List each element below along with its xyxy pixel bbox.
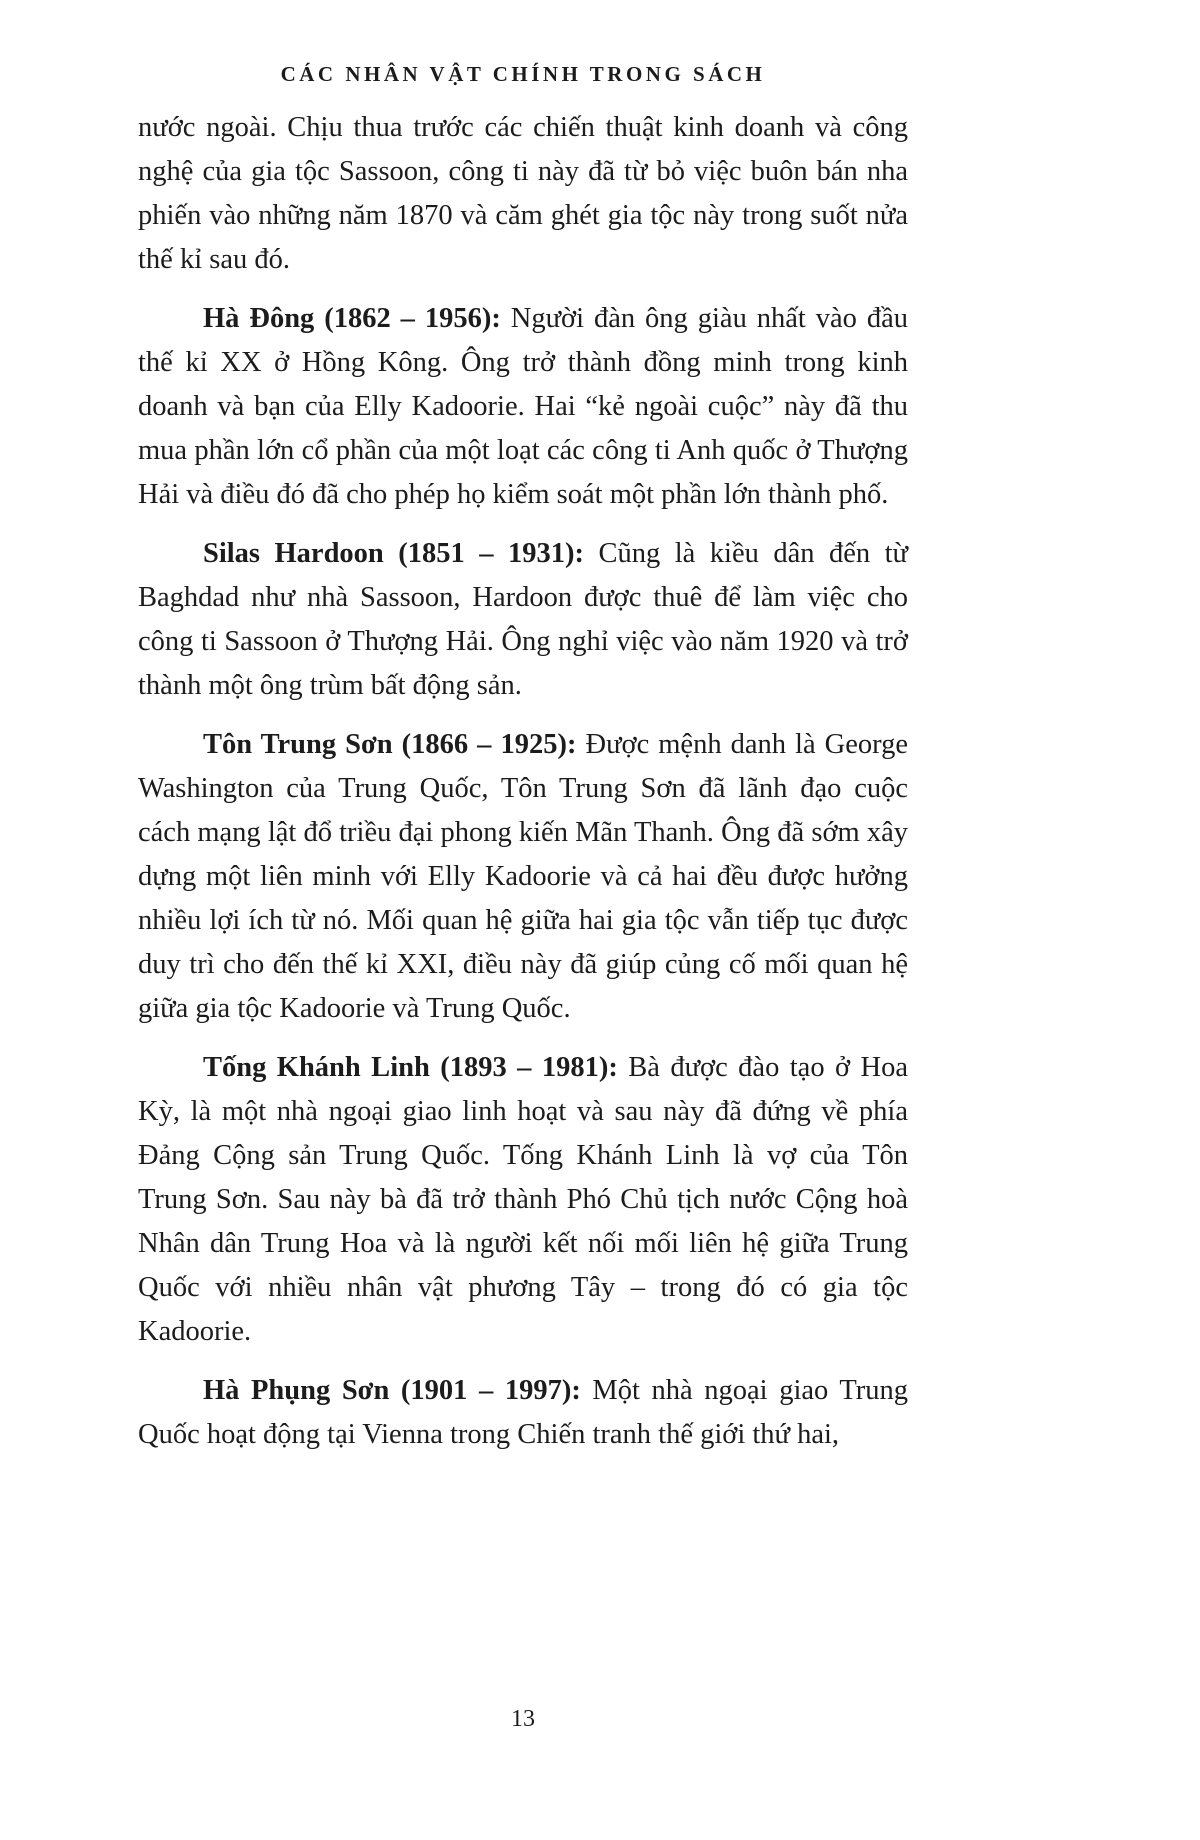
body-text <box>138 106 908 1472</box>
paragraph-lead: Silas Hardoon (1851 – 1931): <box>203 538 584 569</box>
paragraph: Silas Hardoon (1851 – 1931): Cũng là kiều dân đến từ Baghdad như nhà Sassoon, Hardoon được thuê để làm việc cho công ti Sassoon ở Thượng Hải. Ông nghỉ việc vào năm 1920 và trở thành một ông trùm bất động sản. <box>138 538 908 701</box>
paragraph: nước ngoài. Chịu thua trước các chiến thuật kinh doanh và công nghệ của gia tộc Sassoon, công ti này đã từ bỏ việc buôn bán nha phiến vào những năm 1870 và căm ghét gia tộc này trong suốt nửa thế kỉ sau đó. <box>138 112 908 275</box>
running-header: CÁC NHÂN VẬT CHÍNH TRONG SÁCH <box>280 62 766 86</box>
paragraph-lead: Tôn Trung Sơn (1866 – 1925): <box>203 729 577 760</box>
paragraph: Tôn Trung Sơn (1866 – 1925): Được mệnh danh là George Washington của Trung Quốc, Tôn Trung Sơn đã lãnh đạo cuộc cách mạng lật đổ triều đại phong kiến Mãn Thanh. Ông đã sớm xây dựng một liên minh với Elly Kadoorie và cả hai đều được hưởng nhiều lợi ích từ nó. Mối quan hệ giữa hai gia tộc vẫn tiếp tục được duy trì cho đến thế kỉ XXI, điều này đã giúp củng cố mối quan hệ giữa gia tộc Kadoorie và Trung Quốc. <box>138 729 908 1024</box>
paragraph: Tống Khánh Linh (1893 – 1981): Bà được đào tạo ở Hoa Kỳ, là một nhà ngoại giao linh hoạt và sau này đã đứng về phía Đảng Cộng sản Trung Quốc. Tống Khánh Linh là vợ của Tôn Trung Sơn. Sau này bà đã trở thành Phó Chủ tịch nước Cộng hoà Nhân dân Trung Hoa và là người kết nối mối liên hệ giữa Trung Quốc với nhiều nhân vật phương Tây – trong đó có gia tộc Kadoorie. <box>138 1052 908 1347</box>
paragraph-lead: Hà Đông (1862 – 1956): <box>203 303 501 334</box>
paragraph-lead: Hà Phụng Sơn (1901 – 1997): <box>203 1375 581 1406</box>
paragraph: Hà Đông (1862 – 1956): Người đàn ông giàu nhất vào đầu thế kỉ XX ở Hồng Kông. Ông trở thành đồng minh trong kinh doanh và bạn của Elly Kadoorie. Hai “kẻ ngoài cuộc” này đã thu mua phần lớn cổ phần của một loạt các công ti Anh quốc ở Thượng Hải và điều đó đã cho phép họ kiểm soát một phần lớn thành phố. <box>138 303 908 510</box>
paragraph: Hà Phụng Sơn (1901 – 1997): Một nhà ngoại giao Trung Quốc hoạt động tại Vienna trong Chiến tranh thế giới thứ hai, <box>138 1375 908 1450</box>
page-number: 13 <box>511 1706 535 1732</box>
paragraph-lead: Tống Khánh Linh (1893 – 1981): <box>203 1052 618 1083</box>
